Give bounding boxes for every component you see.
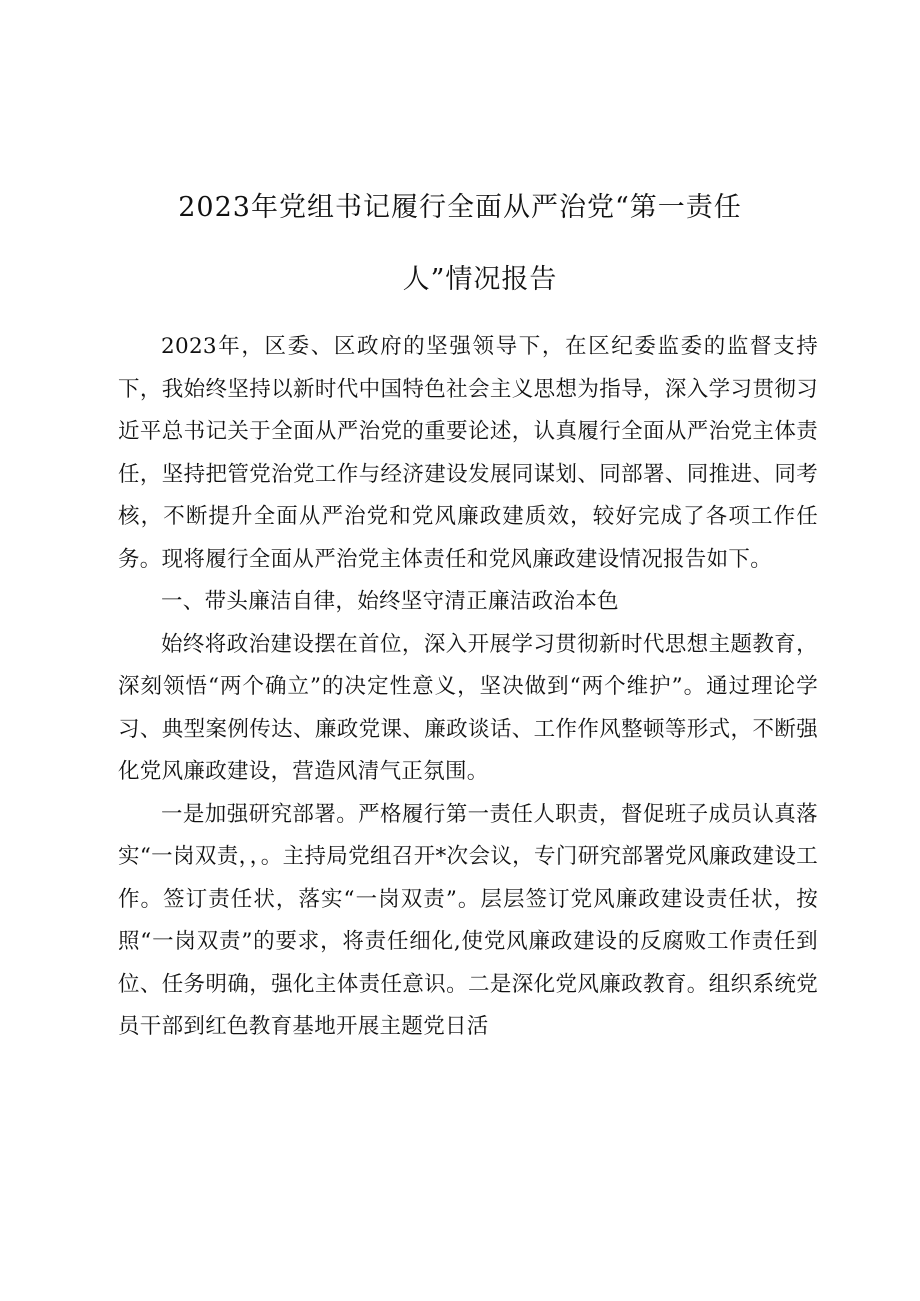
document-title-line-2: 人”情况报告 <box>402 264 558 295</box>
paragraph-political-building: 始终将政治建设摆在首位，深入开展学习贯彻新时代思想主题教育，深刻领悟“两个确立”的决定性意义，坚决做到“两个维护”。通过理论学习、典型案例传达、廉政党课、廉政谈话、工作作风整顿等形式，不断强化党风廉政建设，营造风清气正氛围。 <box>118 631 818 784</box>
paragraph-research-deployment: 一是加强研究部署。严格履行第一责任人职责，督促班子成员认真落实“一岗双责，，。主持局党组召开*次会议，专门研究部署党风廉政建设工作。签订责任状，落实“一岗双责”。层层签订党风廉政建设责任状，按照“一岗双责”的要求，将责任细化,使党风廉政建设的反腐败工作责任到位、任务明确，强化主体责任意识。二是深化党风廉政教育。组织系统党员干部到红色教育基地开展主题党日活 <box>118 801 818 1039</box>
paragraph-intro: 2023年，区委、区政府的坚强领导下，在区纪委监委的监督支持下，我始终坚持以新时代中国特色社会主义思想为指导，深入学习贯彻习近平总书记关于全面从严治党的重要论述，认真履行全面从严治党主体责任，坚持把管党治党工作与经济建设发展同谋划、同部署、同推进、同考核，不断提升全面从严治党和党风廉政建质效，较好完成了各项工作任务。现将履行全面从严治党主体责任和党风廉政建设情况报告如下。 <box>118 334 818 572</box>
document-body <box>118 326 818 1049</box>
document-title-line-1: 2023年党组书记履行全面从严治党“第一责任 <box>178 192 742 223</box>
section-heading-1: 一、带头廉洁自律，始终坚守清正廉洁政治本色 <box>161 589 619 614</box>
